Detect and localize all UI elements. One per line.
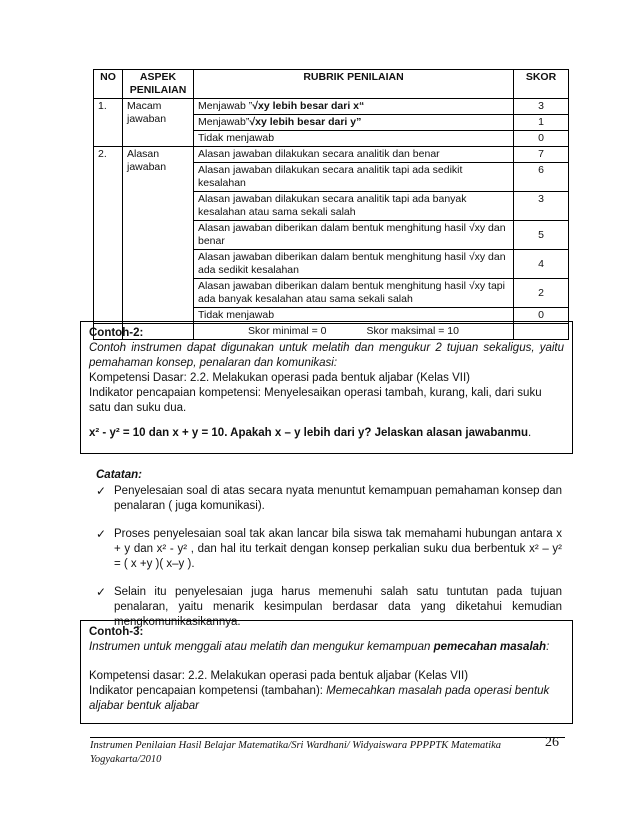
intro-end: : [546,641,550,653]
skor-minimal: Skor minimal = 0 [248,325,327,337]
row-no: 2. [94,147,123,324]
page-number: 26 [545,735,559,750]
rubric-cell: Tidak menjawab [194,131,514,147]
rubric-table [93,69,569,340]
indikator-text: Menyelesaikan operasi tambah, kurang, kali, dari suku satu dan suku dua. [89,387,542,414]
footer-divider [90,737,565,738]
check-icon: ✓ [96,585,107,599]
header-rubrik: RUBRIK PENILAIAN [194,70,514,99]
skor-cell: 0 [514,131,569,147]
list-item [96,527,562,572]
contoh3-intro [89,640,564,655]
header-aspek: ASPEK PENILAIAN [123,70,194,99]
contoh3-indikator [89,684,564,714]
contoh2-title: Contoh-2: [89,327,144,339]
skor-cell: 0 [514,308,569,324]
header-skor: SKOR [514,70,569,99]
question-end: . [528,427,532,439]
rubric-bold: √xy lebih besar dari y” [249,116,362,128]
question-text: x² - y² = 10 dan x + y = 10. Apakah x – y lebih dari y? Jelaskan alasan jawabanmu [89,427,529,439]
footer-text: Instrumen Penilaian Hasil Belajar Matematika/Sri Wardhani/ Widyaiswara PPPPTK Matematika Yogyakarta/2010 [90,740,502,765]
skor-cell: 3 [514,99,569,115]
table-row [94,99,569,115]
rubric-cell: Alasan jawaban diberikan dalam bentuk menghitung hasil √xy dan benar [194,221,514,250]
rubric-cell: Alasan jawaban diberikan dalam bentuk menghitung hasil √xy tapi ada banyak kesalahan atau sama sekali salah [194,279,514,308]
skor-cell: 3 [514,192,569,221]
rubric-cell [194,115,514,131]
skor-cell: 2 [514,279,569,308]
note-text: Selain itu penyelesaian juga harus memenuhi salah satu tuntutan pada tujuan penalaran, yaitu menarik kesimpulan berdasar data yang diketahui kemudian mengkomunikasikannya. [114,586,562,628]
intro-text: Instrumen untuk menggali atau melatih dan mengukur kemampuan [89,641,434,653]
note-text: Penyelesaian soal di atas secara nyata menuntut kemampuan pemahaman konsep dan penalaran ( juga komunikasi). [114,485,562,512]
contoh3-title: Contoh-3: [89,626,144,638]
contoh2-question [89,426,564,441]
rubric-cell: Tidak menjawab [194,308,514,324]
rubric-cell: Alasan jawaban dilakukan secara analitik tapi ada banyak kesalahan atau sama sekali salah [194,192,514,221]
skor-cell: 1 [514,115,569,131]
list-item [96,484,562,514]
contoh2-box [80,321,573,454]
rubric-cell: Alasan jawaban dilakukan secara analitik dan benar [194,147,514,163]
header-no: NO [94,70,123,99]
catatan-section [96,468,562,643]
rubric-cell: Alasan jawaban dilakukan secara analitik tapi ada sedikit kesalahan [194,163,514,192]
catatan-title: Catatan: [96,469,143,481]
contoh3-kd: Kompetensi dasar: 2.2. Melakukan operasi pada bentuk aljabar (Kelas VII) [89,670,469,682]
row-aspek: Macam jawaban [123,99,194,147]
check-icon: ✓ [96,484,107,498]
row-aspek: Alasan jawaban [123,147,194,324]
indikator-label: Indikator pencapaian kompetensi (tambahan): [89,685,327,697]
skor-cell: 6 [514,163,569,192]
rubric-cell: Alasan jawaban diberikan dalam bentuk menghitung hasil √xy dan ada sedikit kesalahan [194,250,514,279]
row-no: 1. [94,99,123,147]
rubric-cell [194,99,514,115]
note-text: Proses penyelesaian soal tak akan lancar bila siswa tak memahami hubungan antara x + y dan x² - y² , dan hal itu terkait dengan konsep perkalian suku dua berbentuk x² – y² = ( x +y )( x–y ). [114,528,562,570]
skor-maksimal: Skor maksimal = 10 [366,325,459,337]
intro-bold: pemecahan masalah [433,641,547,653]
rubric-text: Menjawab” [198,116,250,128]
contoh2-intro: Contoh instrumen dapat digunakan untuk melatih dan mengukur 2 tujuan sekaligus, yaitu pemahaman konsep, penalaran dan komunikasi: [89,342,564,369]
skor-cell: 7 [514,147,569,163]
skor-cell: 5 [514,221,569,250]
skor-cell: 4 [514,250,569,279]
table-row [94,147,569,163]
contoh2-kd: Kompetensi Dasar: 2.2. Melakukan operasi pada bentuk aljabar (Kelas VII) [89,372,470,384]
contoh2-indikator [89,386,564,416]
check-icon: ✓ [96,527,107,541]
indikator-label: Indikator pencapaian kompetensi: [89,387,265,399]
indikator-text: Memecahkan masalah pada operasi bentuk aljabar bentuk aljabar [89,685,550,712]
contoh3-box [80,620,573,724]
table-header-row [94,70,569,99]
rubric-text: Menjawab ” [198,100,253,112]
rubric-bold: √xy lebih besar dari x“ [252,100,365,112]
